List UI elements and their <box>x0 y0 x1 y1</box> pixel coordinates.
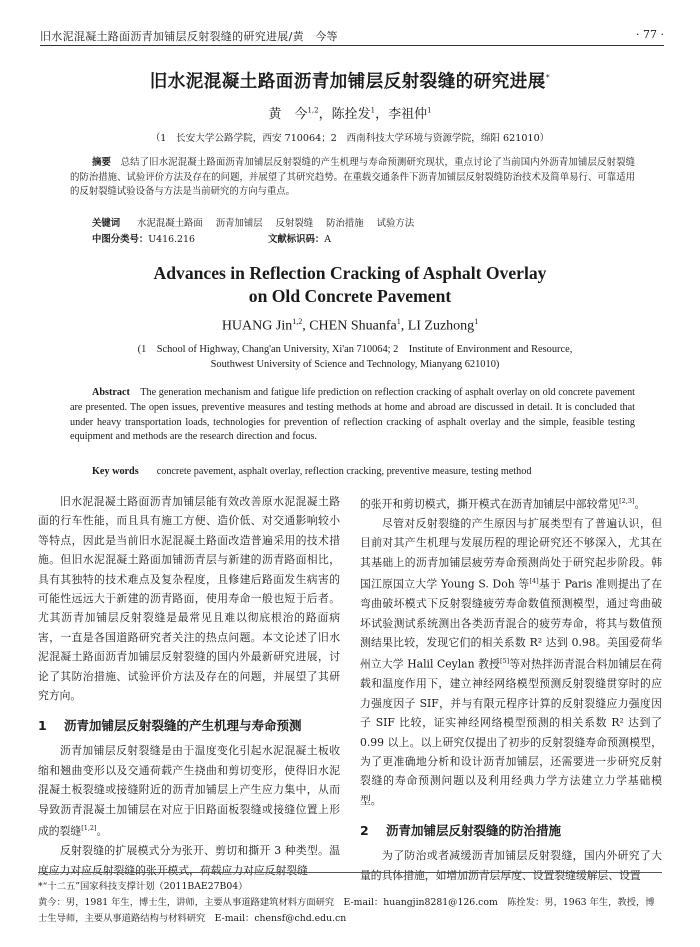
chinese-abstract <box>70 156 635 200</box>
author-name: 李祖仲 <box>388 107 428 122</box>
class-value: U416.216 <box>148 234 195 245</box>
paragraph-text: 等对热拌沥青混合料加铺层在荷载和温度作用下，建立神经网络模型预测反射裂缝贯穿时的应力强度因子 SIF，并与有限元程序计算的反射裂缝应力强度因子 SIF 比较，证实神经网络模型预测的相关系数 R² 达到了 0.99 以上。以上研究仅提出了初步的反射裂缝寿命预测模型，为了更准确地分析和设计沥青加铺层，还需要进一步研究反射裂缝的寿命预测问题以及利用经典力学方法建立力学基础模型。 <box>360 658 662 807</box>
citation: [4] <box>529 577 539 586</box>
author-name: LI Zuzhong <box>407 318 475 334</box>
abstract-text: The generation mechanism and fatigue life prediction on reflection cracking of asphalt overlay on old concrete pavement are presented. The open issues, preventive measures and testing methods at home and abroad are discussed in detail. It is concluded that under heavy transportation loads, technologies for prevention of reflection cracking of asphalt overlay and the simple, feasible testing equipment and methods are the research direction and focus. <box>70 387 636 443</box>
keyword: 反射裂缝 <box>275 218 314 229</box>
author-affil-mark: 1 <box>474 317 479 326</box>
section-number: 2 <box>360 823 369 839</box>
affiliation-line: Southwest University of Science and Technology, Mianyang 621010) <box>210 359 500 370</box>
keyword: 沥青加铺层 <box>215 218 263 229</box>
author-affil-mark: 1,2 <box>307 106 319 115</box>
keyword: 防治措施 <box>326 218 364 229</box>
footnote <box>38 872 662 927</box>
keyword: 水泥混凝土路面 <box>137 218 203 229</box>
body-paragraph: 旧水泥混凝土路面沥青加铺层能有效改善原水泥混凝土路面的行车性能，而且具有施工方便、造价低、对交通影响较小等特点，因此是当前旧水泥混凝土路面改造普遍采用的技术措施。但旧水泥混凝土路面加铺沥青层与新建的沥青路面相比，具有其独特的技术难点及复杂程度，且修建后路面发生病害的可能性远远大于新建的沥青路面，使用寿命一般也短于后者。尤其沥青加铺层反射裂缝是最常见且难以彻底根治的路面病害，一直是各国道路研究者关注的热点问题。本文论述了旧水泥混凝土路面沥青加铺层反射裂缝的国内外最新研究进展，讨论了其防治措施、试验评价方法及存在的问题，并展望了其研究方向。 <box>38 495 340 703</box>
english-title-line: Advances in Reflection Cracking of Asphalt Overlay <box>153 263 547 283</box>
section-heading-2 <box>360 820 662 842</box>
paragraph-text: 基于 Paris 准则提出了在弯曲破坏模式下反射裂缝疲劳寿命数值预测模型，通过弯曲破坏试验测试系统测出各类沥青混合的疲劳寿命，将其与数值预测结果比较，发现它们的相关系数 R² 达到 0.98。美国爱荷华州立大学 Halil Ceylan 教授 <box>360 577 662 672</box>
chinese-affiliation: （1 长安大学公路学院，西安 710064；2 西南科技大学环境与资源学院，绵阳 621010） <box>150 133 550 144</box>
chinese-authors <box>0 103 700 122</box>
author-name: CHEN Shuanfa <box>309 318 397 334</box>
author-affil-mark: 1 <box>396 317 401 326</box>
author-separator: ， <box>375 107 389 122</box>
english-title <box>0 262 700 308</box>
english-authors <box>0 317 700 335</box>
body-paragraph: 反射裂缝的扩展模式分为张开、剪切和撕开 3 种类型。温度应力对应反射裂缝的张开模式，荷载应力对应反射裂缝 <box>38 844 340 877</box>
author-name: HUANG Jin <box>221 318 293 334</box>
funding-note: *“十二五”国家科技支撑计划（2011BAE27B04） <box>38 881 248 892</box>
keywords-label: Key words <box>92 466 139 477</box>
citation: [1,2] <box>81 824 97 833</box>
english-abstract <box>70 386 635 445</box>
body-paragraph <box>360 492 662 514</box>
doc-label: 文献标识码： <box>268 234 325 245</box>
body-left-column <box>38 492 340 880</box>
author-bio-note: 黄今：男，1981 年生，博士生，讲师，主要从事道路建筑材料方面研究 E-mail：huangjin8281@126.com 陈拴发：男，1963 年生，教授，博士生导师，主要从事道路结构与材料研究 E-mail：chensf@chd.edu.cn <box>38 897 655 924</box>
english-affiliation <box>90 342 620 372</box>
english-title-line: on Old Concrete Pavement <box>248 286 452 306</box>
chinese-title-text: 旧水泥混凝土路面沥青加铺层反射裂缝的研究进展 <box>149 72 546 92</box>
running-title: 旧水泥混凝土路面沥青加铺层反射裂缝的研究进展/黄 今等 <box>40 30 338 43</box>
class-label: 中图分类号： <box>92 234 149 245</box>
paragraph-text: 。 <box>96 824 108 838</box>
author-affil-mark: 1 <box>427 106 432 115</box>
body-paragraph: 为了防治或者减缓沥青加铺层反射裂缝，国内外研究了大量的具体措施，如增加沥青层厚度、设置裂缝缓解层、设置 <box>360 849 662 882</box>
classification-number <box>92 231 195 245</box>
document-code <box>268 231 331 245</box>
citation: [2,3] <box>619 497 635 505</box>
abstract-text: 总结了旧水泥混凝土路面沥青加铺层反射裂缝的产生机理与寿命预测研究现状，重点讨论了当前国内外沥青加铺层反射裂缝的防治措施、试验评价方法及存在的问题，并展望了其研究趋势。在重载交通条件下沥青加铺层反射裂缝防治技术及简单易行、可靠适用的反射裂缝试验设备与方法是当前研究的方向与重点。 <box>70 157 635 198</box>
paragraph-text: 的张开和剪切模式，撕开模式在沥青加铺层中部较常见 <box>360 497 620 511</box>
abstract-label: Abstract <box>92 387 130 398</box>
section-heading-1 <box>38 715 340 737</box>
body-paragraph <box>360 514 662 810</box>
author-name: 陈拴发 <box>331 107 371 122</box>
page-number: · 77 · <box>636 28 664 41</box>
author-separator: , <box>302 318 310 334</box>
author-separator: ， <box>318 107 332 122</box>
body-right-column <box>360 492 662 885</box>
author-separator: , <box>400 318 408 334</box>
author-affil-mark: 1,2 <box>292 317 303 326</box>
doc-value: A <box>324 234 332 245</box>
english-keywords <box>92 466 531 477</box>
keyword: 试验方法 <box>376 218 415 229</box>
paragraph-text: 。 <box>634 497 646 511</box>
running-header <box>40 26 664 46</box>
title-footnote-mark: * <box>545 73 551 83</box>
keywords-label: 关键词 <box>92 218 121 229</box>
affiliation-line: (1 School of Highway, Chang'an University, Xi'an 710064; 2 Institute of Environment and Resource, <box>137 344 573 355</box>
paragraph-text: 沥青加铺层反射裂缝是由于温度变化引起水泥混凝土板收缩和翘曲变形以及交通荷载产生挠曲和剪切变形，使得旧水泥混凝土板裂缝或接缝附近的沥青加铺层上产生应力集中，从而导致沥青混凝土加铺层在对应于旧路面板裂缝或接缝位置上形成的裂缝 <box>38 744 340 838</box>
author-affil-mark: 1 <box>370 106 376 115</box>
paragraph-text: 尽管对反射裂缝的产生原因与扩展类型有了普遍认识，但目前对其产生机理与发展历程的理论研究还不够深入，尤其在其基础上的沥青加铺层疲劳寿命预测尚处于研究起步阶段。韩国江原国立大学 Young S. Doh 等 <box>360 517 662 591</box>
chinese-title <box>0 68 700 93</box>
abstract-label: 摘要 <box>92 157 112 168</box>
body-paragraph <box>38 741 340 841</box>
section-number: 1 <box>38 718 47 734</box>
author-name: 黄 今 <box>268 107 308 122</box>
keywords-text: concrete pavement, asphalt overlay, reflection cracking, preventive measure, testing method <box>156 466 532 477</box>
citation: [5] <box>499 657 510 666</box>
section-title: 沥青加铺层反射裂缝的防治措施 <box>386 823 562 839</box>
section-title: 沥青加铺层反射裂缝的产生机理与寿命预测 <box>64 718 302 734</box>
chinese-keywords <box>92 215 424 229</box>
